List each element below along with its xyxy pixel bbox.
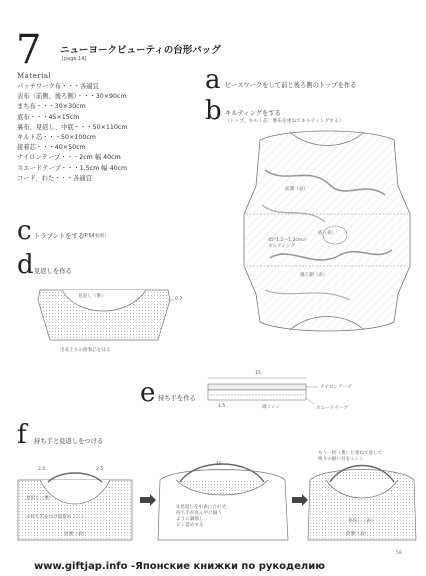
page-reference: [page 14]: [62, 56, 87, 62]
materials-heading: Material: [17, 72, 52, 80]
page-number: 59: [396, 551, 402, 556]
label-handle-length: 15: [255, 371, 261, 376]
step-f-text: 持ち手と見返しをつける: [34, 438, 104, 445]
step-c-text: トラプントをする: [34, 233, 85, 240]
label-f-facing-2: 見返し（表）: [348, 519, 376, 524]
step-c-letter: c: [17, 216, 32, 246]
label-handle-width: 1.5: [218, 404, 226, 409]
material-item: コード、わた・・・各適宜: [17, 174, 92, 182]
step-b-text: キルティングをする: [225, 110, 281, 117]
label-f-note-2: ②見返しを中表に合わせ、 持ち手が真ん中に揃う ように調節し、 ピン留めする: [176, 505, 231, 528]
label-f-dim-left: 2.5: [38, 467, 46, 472]
label-f-note-1: ①持ち手をつけ仮留めミシン: [26, 515, 86, 520]
step-b-sub: （トップ、キルト芯、裏布を重ねてキルティングする）: [225, 119, 344, 124]
step-a-letter: a: [205, 65, 221, 95]
material-item: キルト芯・・・50×100cm: [17, 134, 96, 142]
material-item: ナイロンテープ・・・2cm 幅 40cm: [17, 154, 121, 162]
pattern-title: ニューヨークビューティの台形バッグ: [60, 45, 221, 56]
label-suede-tape: スエードテープ: [316, 406, 348, 411]
step-f-letter: f: [17, 420, 27, 450]
label-quilting: 45°1.2〜1.2cmの キルティング: [268, 238, 307, 249]
label-nylon-tape: ナイロンテープ: [320, 385, 352, 390]
label-facing-dim: 0.7: [175, 297, 183, 302]
material-item: 底布・・・45×15cm: [17, 113, 80, 121]
step-b-letter: b: [205, 96, 222, 126]
step-d-letter: d: [17, 250, 34, 280]
label-f-front-1: 前側（表）: [64, 532, 87, 537]
label-back: 後ろ側（表）: [300, 273, 328, 278]
material-item: パッチワーク布・・・各適宜: [17, 83, 99, 90]
label-f-note-3: もう一枚（裏）と重ねて返して 残りの縫い目をミシン: [318, 451, 383, 462]
label-facing: 見返し（裏）: [78, 294, 106, 299]
footer-site: www.giftjap.info -Японские книжки по рукоделию: [34, 561, 325, 572]
label-bottom: 底（表）: [318, 231, 337, 236]
material-item: 表布（前側、後ろ側）・・・30×90cm: [17, 93, 127, 101]
label-edge-stitch: 端ミシン: [262, 405, 281, 410]
step-c-sub: （P.64参照）: [80, 234, 109, 239]
pattern-number: 7: [16, 27, 42, 73]
material-item: 接着芯・・・40×50cm: [17, 144, 86, 152]
step-d-text: 見返しを作る: [34, 268, 72, 275]
label-f-front-2: 前側（表）: [346, 532, 369, 537]
label-interfacing-note: 出来上りの接着芯をはる: [60, 348, 111, 353]
label-f-facing-1: 見返し（裏）: [26, 496, 54, 501]
step-a-text: ピースワークをして前と後ろ側のトップを作る: [225, 82, 357, 89]
step-e-text: 持ち手を作る: [158, 395, 196, 402]
label-front: 前側（表）: [285, 187, 308, 192]
step-e-letter: e: [140, 378, 156, 408]
material-item: スエードテープ・・・1.5cm 幅 40cm: [17, 164, 128, 172]
label-f-dim-right: 2.5: [96, 467, 104, 472]
label-f-dim-handle: 16: [216, 462, 222, 467]
material-item: 裏布、見返し、中底・・・50×110cm: [17, 123, 128, 131]
material-item: まち布・・・30×30cm: [17, 103, 86, 111]
